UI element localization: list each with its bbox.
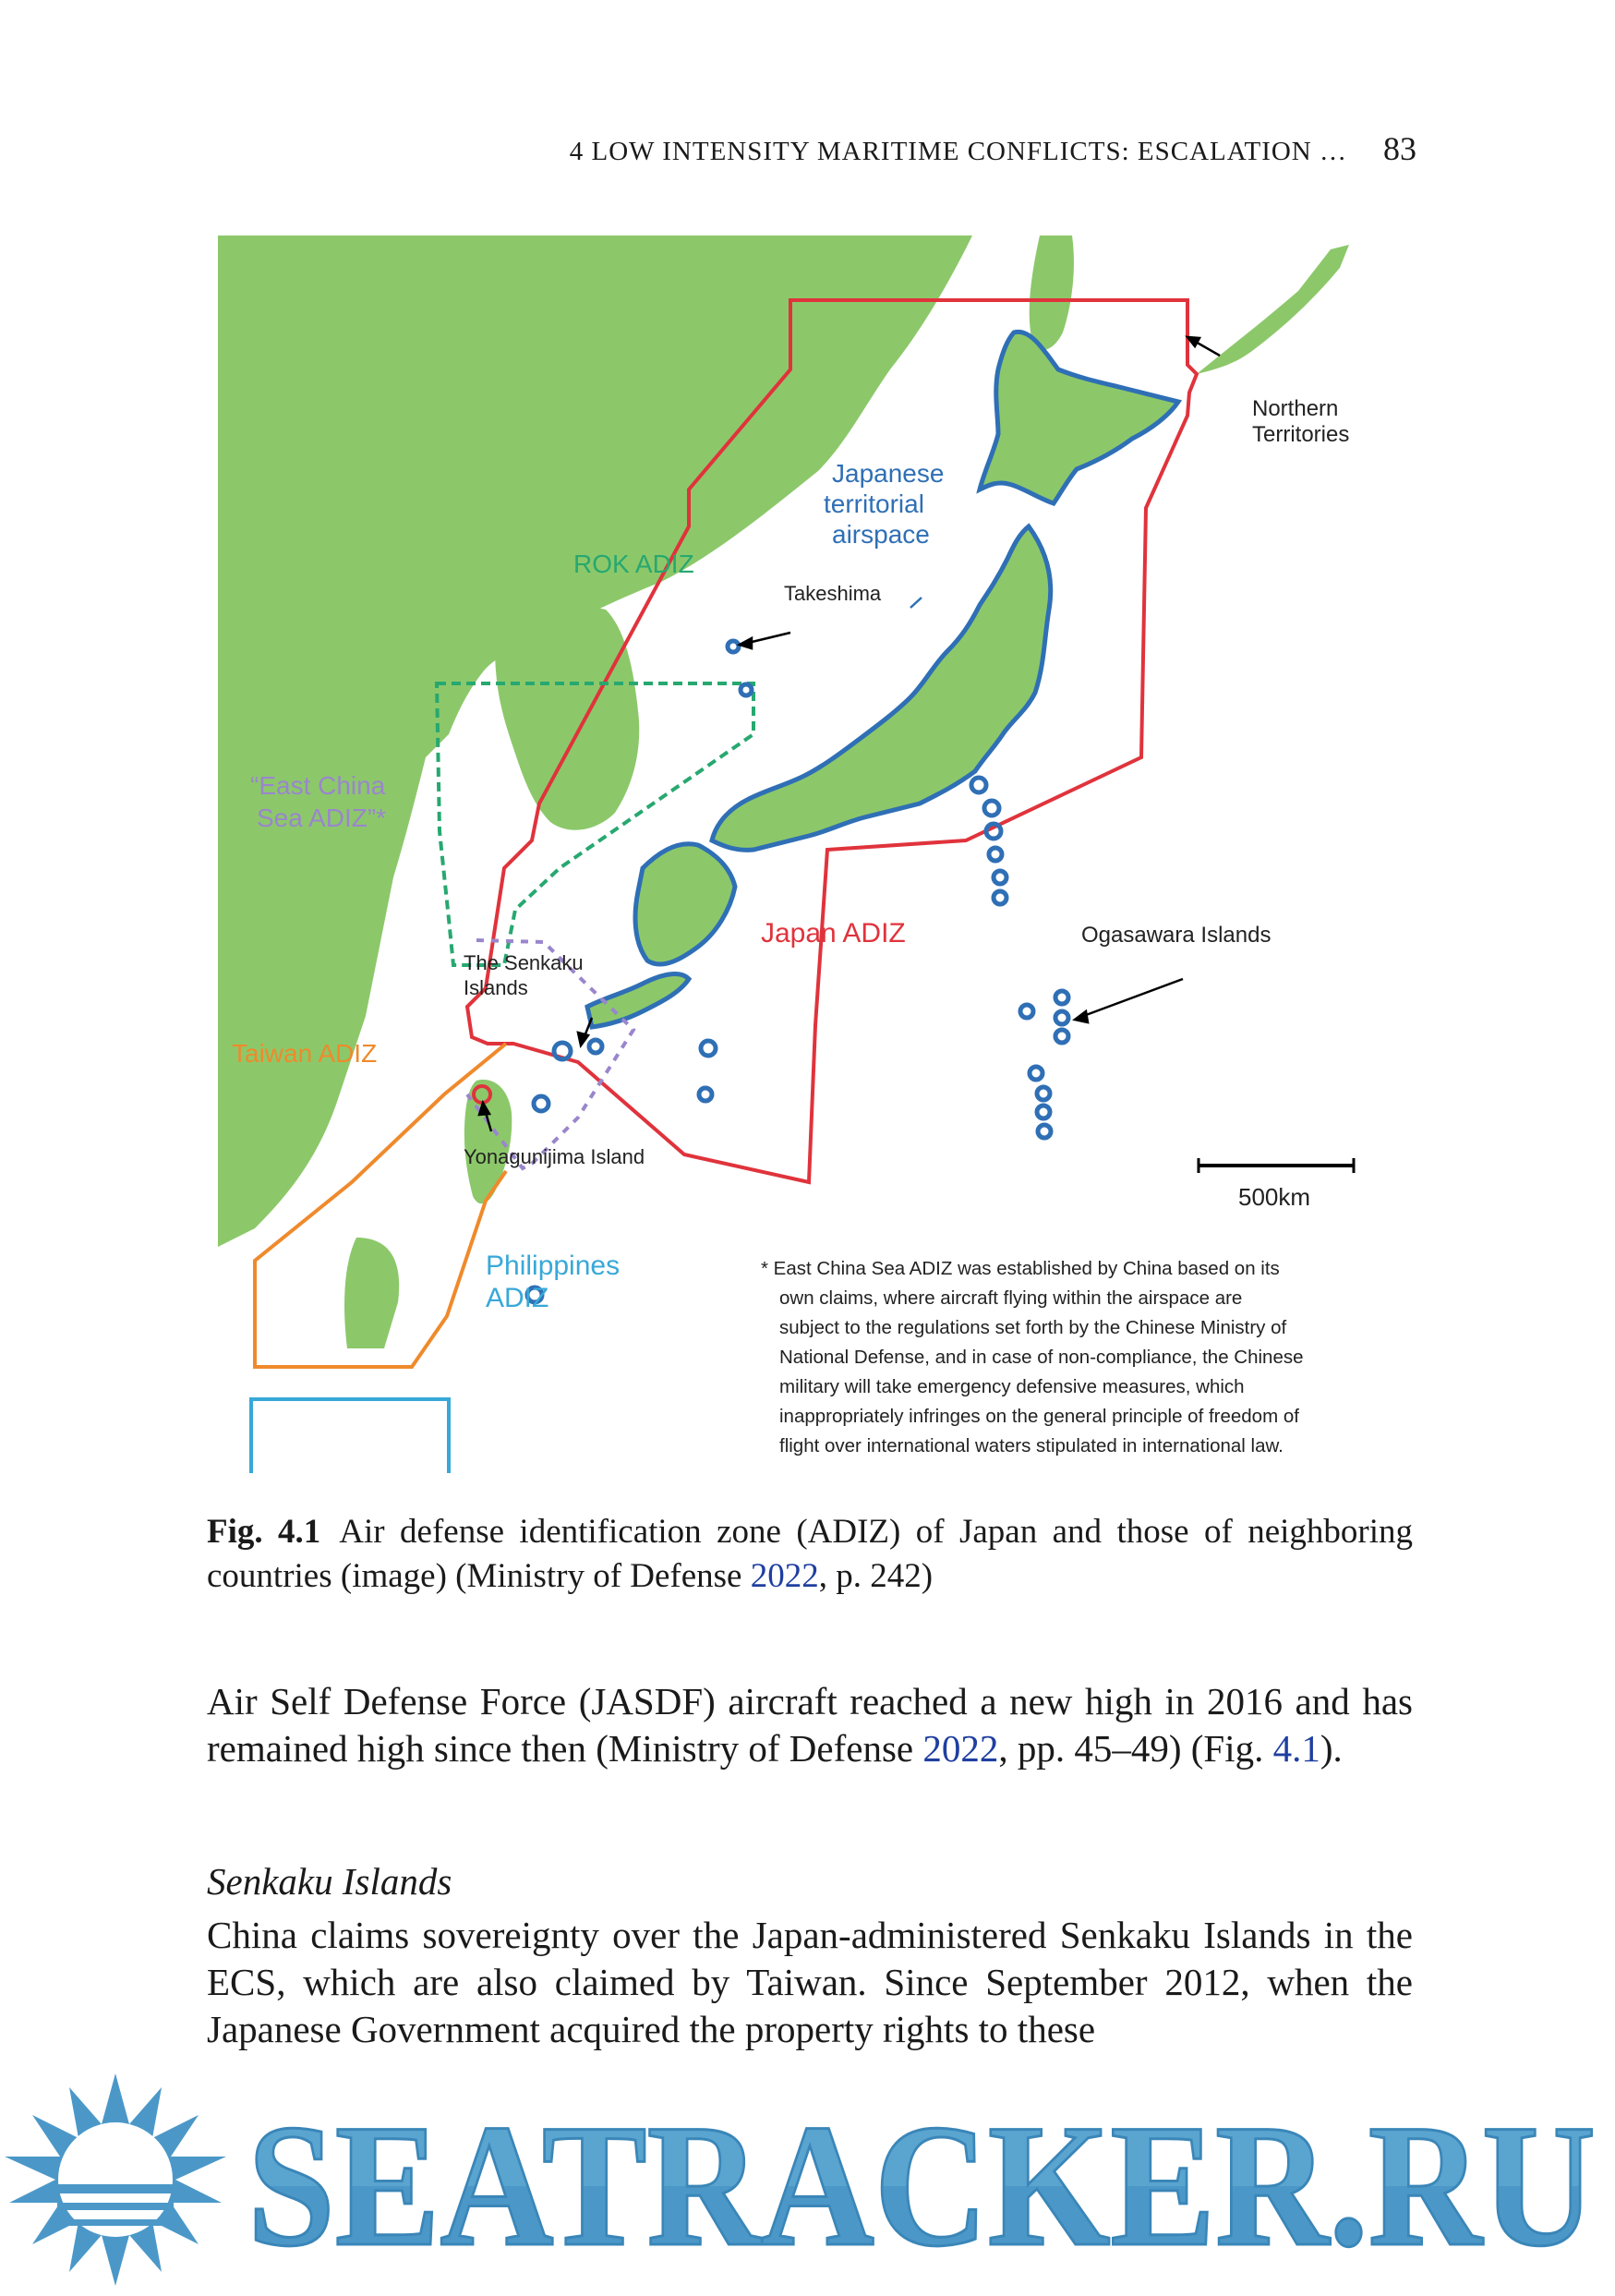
running-head [0,129,1615,185]
label-scale: 500km [1238,1183,1311,1211]
footnote-line: subject to the regulations set forth by the Chinese Ministry of [779,1317,1287,1338]
label-ogasawara: Ogasawara Islands [1081,923,1272,948]
body-paragraph [207,1678,1413,1772]
paragraph-text: Air Self Defense Force (JASDF) aircraft reached a new high in 2016 and has remained high since then (Ministry of Defense [207,1680,1413,1770]
label-northern-territories: Territories [1252,422,1350,447]
footnote-line: own claims, where aircraft flying within the airspace are [779,1287,1243,1309]
sun-logo-icon [5,2073,226,2286]
label-senkaku: The Senkaku [464,951,584,974]
paragraph-text: , pp. 45–49) (Fig. [998,1727,1273,1770]
caption-text: , p. 242) [818,1557,934,1595]
horizon-line [51,2184,180,2193]
footnote-line: National Defense, and in case of non-compliance, the Chinese [779,1347,1304,1368]
figure-reference-link[interactable]: 4.1 [1272,1727,1320,1770]
body-paragraph: China claims sovereignty over the Japan-administered Senkaku Islands in the ECS, which are also claimed by Taiwan. Since September 2012, when the Japanese Government acquired the property rights to these [207,1914,1413,2050]
label-jp-airspace: airspace [832,520,930,549]
horizon-line [69,2219,162,2226]
citation-link[interactable]: 2022 [922,1727,999,1770]
footnote-line: inappropriately infringes on the general principle of freedom of [779,1406,1299,1427]
label-senkaku: Islands [464,976,528,999]
caption-text: Air defense identification zone (ADIZ) of Japan and those of neighboring countries (image) (Ministry of Defense [207,1513,1413,1595]
footnote-line: * East China Sea ADIZ was established by China based on its [761,1258,1280,1279]
page-number: 83 [1383,130,1416,167]
label-japan-adiz: Japan ADIZ [761,918,906,949]
caption-citation-link[interactable]: 2022 [750,1557,819,1595]
label-yonagunijima: Yonagunijima Island [464,1145,645,1168]
label-rok-adiz: ROK ADIZ [573,550,694,578]
label-northern-territories: Northern [1252,396,1339,421]
label-ecs-adiz: “East China [250,771,386,800]
paragraph-text: ). [1320,1727,1343,1770]
horizon-line [57,2203,174,2210]
map-footnote [761,1258,1304,1456]
footnote-line: flight over international waters stipulated in international law. [779,1435,1284,1456]
running-head-title: 4 LOW INTENSITY MARITIME CONFLICTS: ESCALATION … [569,137,1347,166]
watermark-text: SEATRACKER.RU [247,2089,1596,2283]
label-taiwan-adiz: Taiwan ADIZ [232,1039,378,1068]
label-philippines-adiz: ADIZ [486,1283,549,1313]
footnote-line: military will take emergency defensive measures, which [779,1376,1245,1397]
adiz-map-figure [218,231,1415,1473]
label-takeshima: Takeshima [784,582,882,605]
watermark-graphic [0,2055,1615,2291]
watermark [0,2055,1615,2291]
figure-caption [207,1510,1413,1599]
adiz-map [218,231,1415,1473]
figure-label: Fig. 4.1 [207,1513,321,1551]
section-heading: Senkaku Islands [207,1860,452,1903]
label-jp-airspace: Japanese [832,459,945,488]
label-philippines-adiz: Philippines [486,1251,621,1281]
label-ecs-adiz: Sea ADIZ”* [257,804,387,832]
label-jp-airspace: territorial [824,489,924,518]
